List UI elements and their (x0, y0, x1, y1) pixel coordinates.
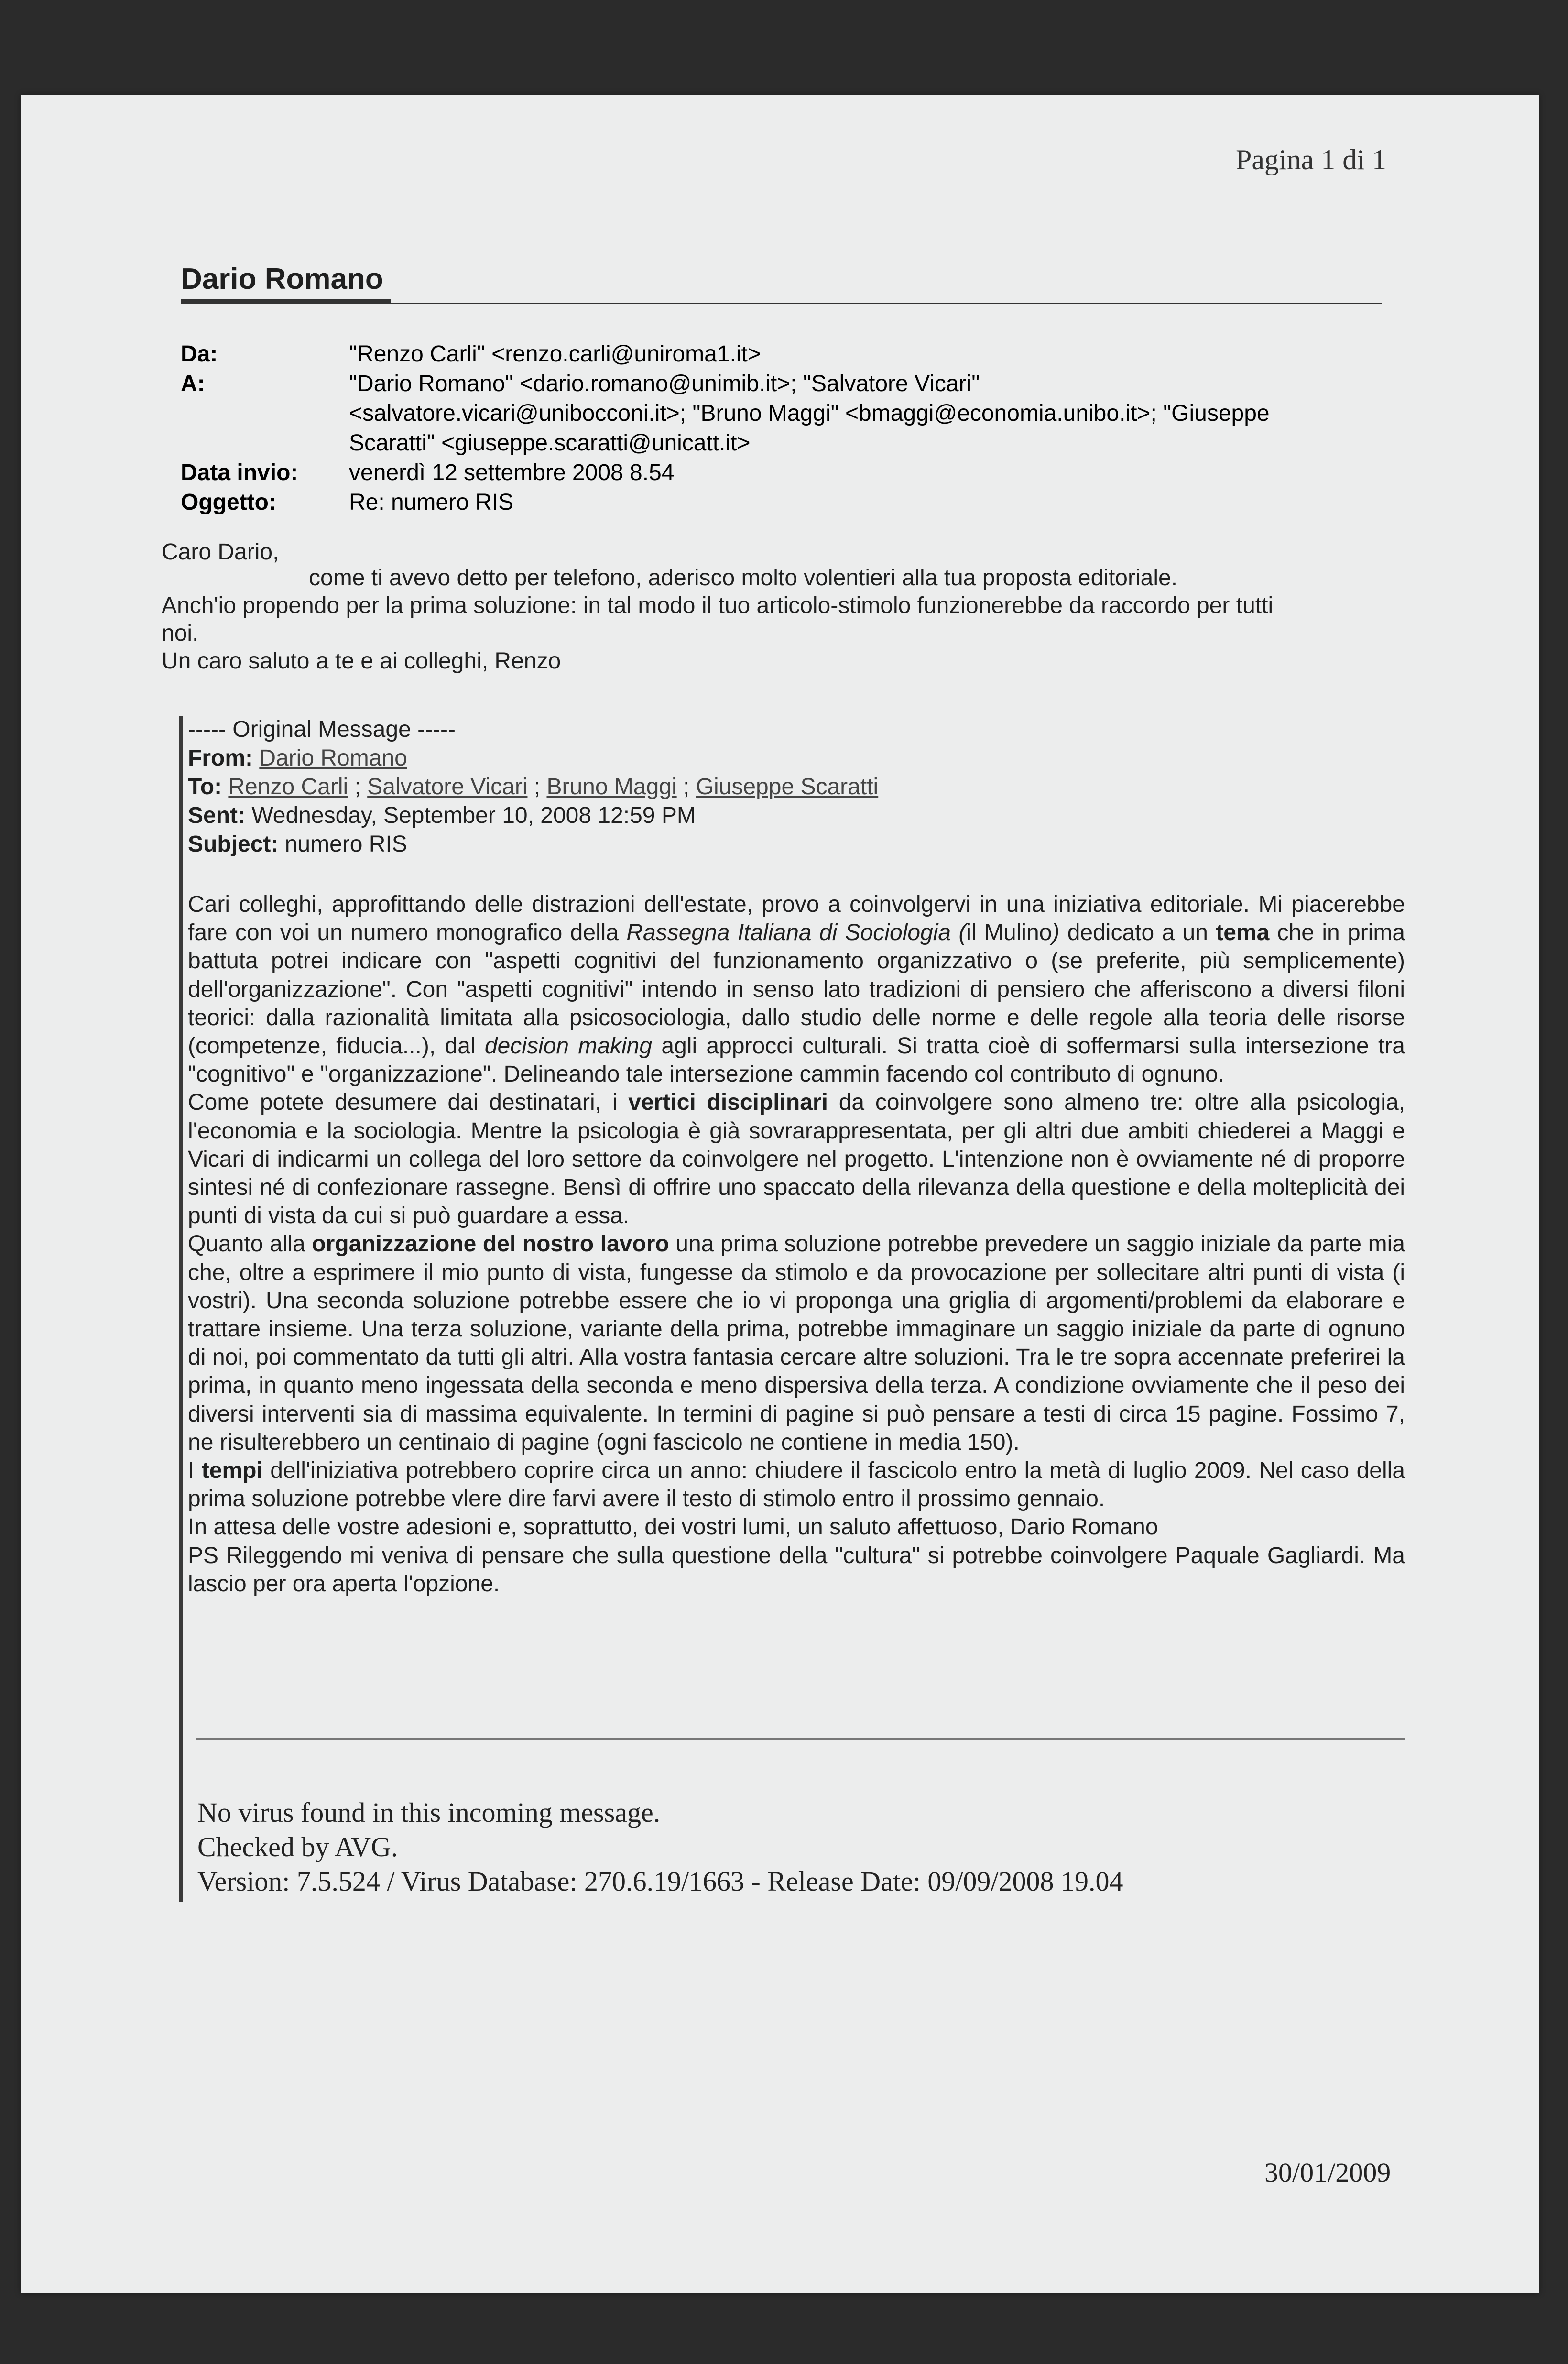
header-subject-row (181, 488, 1396, 517)
body-bold: organizzazione del nostro lavoro (312, 1231, 669, 1257)
journal-title: Rassegna Italiana di Sociologia ( (626, 920, 967, 946)
recipient-separator: ; (527, 774, 547, 799)
body-text: il Mulino (966, 920, 1052, 946)
original-subject-row (188, 830, 1405, 859)
header-subject-value: Re: numero RIS (349, 490, 514, 515)
body-text: che in prima battuta potrei indicare con "aspetti cognitivi del funzionamento organizzativo o (se preferite, più semplicemente) dell'organizzazione". Con "aspetti cognitivi" intendo in senso lato tradizioni di pensiero che afferiscono a diversi filoni teorici: dalla razionalità limitata alla psicosociologia, dallo studio delle norme e delle regole alla teoria delle risorse (competenze, fiducia...), dal (188, 920, 1405, 1059)
reply-line-3: noi. (162, 621, 199, 646)
email-header (181, 339, 1396, 517)
original-from-link[interactable]: Dario Romano (259, 745, 407, 771)
quote-bar (179, 716, 183, 1902)
original-message-body (188, 890, 1405, 1598)
body-text: da coinvolgere sono almeno tre: oltre alla psicologia, l'economia e la sociologia. Mentre la psicologia è già sovrarappresentata, per gli altri due ambiti chiederei a Maggi e Vicari di indicarmi un collega del loro settore da coinvolgere nel progetto. L'intenzione non è ovviamente né di proporre sintesi né di confezionare rassegne. Bensì di offrire uno spaccato della rilevanza della questione e della molteplicità dei punti di vista da cui si può guardare a essa. (188, 1090, 1405, 1229)
body-text: dell'iniziativa potrebbero coprire circa un anno: chiudere il fascicolo entro la metà di luglio 2009. Nel caso della prima soluzione potrebbe vlere dire farvi avere il testo di stimolo entro il prossimo gennaio. (188, 1458, 1405, 1512)
header-date-label: Data invio: (181, 460, 298, 485)
antivirus-divider (196, 1738, 1405, 1740)
body-text: una prima soluzione potrebbe prevedere un saggio iniziale da parte mia che, oltre a esprimere il mio punto di vista, fungesse da stimolo e da provocazione per sollecitare altri punti di vista (i vostri). Una seconda soluzione potrebbe essere che io vi proponga una griglia di argomenti/problemi da elaborare e trattare insieme. Una terza soluzione, variante della prima, potrebbe immaginare un saggio iniziale da parte di ognuno di noi, poi commentato da tutti gli altri. Alla vostra fantasia cercare altre soluzioni. Tra le tre sopra accennate preferirei la prima, in quanto meno ingessata della seconda e meno dispersiva della terza. A condizione ovviamente che il peso dei diversi interventi sia di massima equivalente. In termini di pagine si può pensare a testi di circa 15 pagine. Fossimo 7, ne risulterebbero un centinaio di pagine (ogni fascicolo ne contiene in media 150). (188, 1231, 1405, 1455)
header-from-row (181, 339, 1396, 369)
header-date-value: venerdì 12 settembre 2008 8.54 (349, 460, 675, 485)
body-paragraph-3 (188, 1230, 1405, 1456)
reply-greeting: Caro Dario, (162, 539, 279, 565)
original-subject-value: numero RIS (284, 832, 407, 857)
antivirus-line-3: Version: 7.5.524 / Virus Database: 270.6.19/1663 - Release Date: 09/09/2008 19.04 (197, 1866, 1123, 1897)
body-bold: tema (1216, 920, 1270, 946)
body-paragraph-1 (188, 890, 1405, 1088)
original-sent-row (188, 801, 1405, 830)
header-to-line-2: <salvatore.vicari@unibocconi.it>; "Bruno Maggi" <bmaggi@economia.unibo.it>; "Giuseppe (349, 401, 1270, 426)
recipient-link-carli[interactable]: Renzo Carli (228, 774, 348, 799)
page-number: Pagina 1 di 1 (1236, 144, 1386, 175)
antivirus-line-1: No virus found in this incoming message. (197, 1797, 661, 1828)
header-from-value: "Renzo Carli" <renzo.carli@uniroma1.it> (349, 341, 761, 367)
original-sent-value: Wednesday, September 10, 2008 12:59 PM (251, 803, 696, 828)
body-text: dedicato a un (1059, 920, 1216, 946)
header-subject-label: Oggetto: (181, 490, 276, 515)
header-from-label: Da: (181, 341, 218, 367)
sender-title: Dario Romano (181, 263, 383, 296)
footer-date: 30/01/2009 (1264, 2157, 1391, 2188)
original-separator: ----- Original Message ----- (188, 717, 456, 742)
original-to-row (188, 773, 1405, 801)
reply-line-2: Anch'io propendo per la prima soluzione: in tal modo il tuo articolo-stimolo funzionerebbe da raccordo per tutti (162, 593, 1274, 618)
header-to-line-3: Scaratti" <giuseppe.scaratti@unicatt.it> (349, 430, 751, 456)
body-italic: decision making (484, 1033, 653, 1059)
body-paragraph-2 (188, 1088, 1405, 1230)
body-text: ) (1052, 920, 1060, 946)
original-to-label: To: (188, 774, 222, 799)
body-paragraph-ps: PS Rileggendo mi veniva di pensare che sulla questione della "cultura" si potrebbe coinvolgere Paquale Gagliardi. Ma lascio per ora aperta l'opzione. (188, 1543, 1405, 1597)
title-divider (181, 303, 1382, 304)
header-to-line-1: "Dario Romano" <dario.romano@unimib.it>; "Salvatore Vicari" (349, 371, 980, 396)
antivirus-line-2: Checked by AVG. (197, 1831, 398, 1862)
body-bold: vertici disciplinari (628, 1090, 828, 1116)
header-to-row (181, 369, 1396, 458)
antivirus-notice (197, 1795, 1123, 1899)
recipient-link-scaratti[interactable]: Giuseppe Scaratti (696, 774, 879, 799)
header-date-row (181, 458, 1396, 488)
reply-line-1: come ti avevo detto per telefono, aderisco molto volentieri alla tua proposta editoriale. (309, 565, 1178, 591)
original-message-header (188, 715, 1405, 859)
original-subject-label: Subject: (188, 832, 279, 857)
reply-signoff: Un caro saluto a te e ai colleghi, Renzo (162, 648, 561, 674)
original-sent-label: Sent: (188, 803, 245, 828)
body-text: Quanto alla (188, 1231, 312, 1257)
header-to-value (349, 369, 1396, 458)
body-bold: tempi (201, 1458, 263, 1484)
recipient-link-vicari[interactable]: Salvatore Vicari (367, 774, 528, 799)
original-from-label: From: (188, 745, 253, 771)
body-paragraph-5: In attesa delle vostre adesioni e, soprattutto, dei vostri lumi, un saluto affettuoso, Dario Romano (188, 1514, 1158, 1540)
body-text: agli approcci culturali. Si tratta cioè di soffermarsi sulla intersezione tra "cognitivo" e "organizzazione". Delineando tale intersezione cammin facendo col contributo di ognuno. (188, 1033, 1405, 1087)
original-from-row (188, 744, 1405, 773)
body-text: Come potete desumere dai destinatari, i (188, 1090, 629, 1116)
recipient-link-maggi[interactable]: Bruno Maggi (546, 774, 677, 799)
body-text: Cari colleghi, approfittando delle distrazioni dell'estate, provo a coinvolgervi in una iniziativa editoriale. Mi piacerebbe fare con voi un numero monografico della (188, 892, 1405, 946)
body-text: I (188, 1458, 202, 1484)
body-paragraph-4 (188, 1456, 1405, 1513)
recipient-separator: ; (348, 774, 368, 799)
header-to-label: A: (181, 371, 205, 396)
recipient-separator: ; (676, 774, 696, 799)
